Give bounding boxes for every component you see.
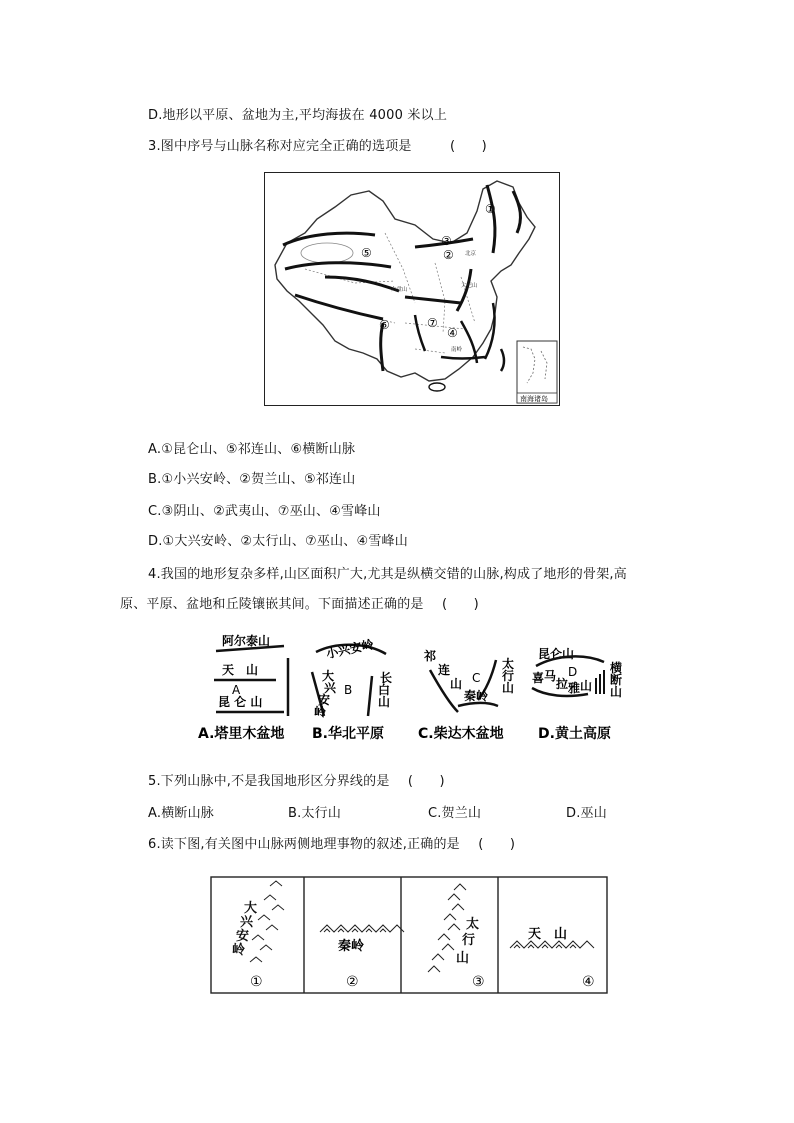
fig-b-left-1: 大 [322, 669, 335, 683]
q3-option-d: D.①大兴安岭、②太行山、⑦巫山、④雪峰山 [148, 534, 408, 549]
fig-b-letter: B [344, 683, 353, 697]
q4-stem-line1: 4.我国的地形复杂多样,山区面积广大,尤其是纵横交错的山脉,构成了地形的骨架,高 [148, 567, 627, 582]
fig-c-left-2: 连 [438, 663, 451, 677]
range-qinling [405, 297, 461, 303]
q3-answer-bracket: ( ) [449, 139, 487, 154]
fig-d-left-3: 拉 [556, 677, 569, 691]
range-2 [457, 269, 471, 311]
q4-stem-line2 [120, 593, 479, 612]
q6-svg [210, 876, 608, 994]
panel-1-char-4: 岭 [232, 943, 246, 958]
q6-stem [148, 833, 515, 852]
q3-option-b: B.①小兴安岭、②贺兰山、⑤祁连山 [148, 472, 356, 487]
fig-b-left-4: 岭 [314, 705, 327, 719]
q4-landform-figures [196, 632, 626, 744]
fig-c-letter: C [472, 671, 481, 685]
fig-c-left-3: 山 [450, 677, 463, 691]
fig-b-right-2: 白 [378, 683, 391, 697]
panel-2-name: 秦岭 [338, 939, 365, 954]
q3-stem-text: 3.图中序号与山脉名称对应完全正确的选项是 [148, 139, 412, 154]
q5-option-d: D.巫山 [566, 806, 607, 821]
fig-c-right-1: 太 [502, 657, 515, 671]
panel-3-char-1: 太 [466, 917, 480, 932]
range-nanling [441, 357, 485, 359]
range-qilian [325, 277, 399, 291]
map-number-labels [361, 202, 496, 340]
map-label-3: ③ [441, 234, 452, 248]
fig-b-left-2: 兴 [324, 681, 337, 695]
fig-d-left-4: 雅 [568, 681, 581, 695]
fig-c-bottom: 秦岭 [464, 689, 489, 703]
q5-option-a: A.横断山脉 [148, 806, 214, 821]
range-1b [513, 191, 520, 233]
q6-answer-bracket: ( ) [478, 837, 516, 852]
panel-4-num: ④ [582, 974, 595, 990]
fig-d-letter: D [568, 665, 578, 679]
q5-option-b: B.太行山 [288, 806, 342, 821]
q3-stem [148, 135, 487, 154]
range-1 [487, 185, 495, 253]
fig-c-right-3: 山 [502, 681, 515, 695]
fig-b-right-3: 山 [378, 695, 391, 709]
map-label-nanling: 南岭 [451, 347, 463, 353]
fig-d-left-1: 喜 [532, 671, 545, 685]
range-4 [461, 321, 477, 363]
china-outline [275, 181, 535, 381]
fig-b-caption: B.华北平原 [312, 726, 384, 742]
panel-3-char-3: 山 [456, 951, 470, 966]
fig-a-middle: 天 山 [222, 663, 259, 677]
panel-2-num: ② [346, 974, 359, 990]
range-kunlun [285, 263, 391, 269]
q6-stem-text: 6.读下图,有关图中山脉两侧地理事物的叙述,正确的是 [148, 837, 460, 852]
panel-1-char-1: 大 [244, 901, 258, 916]
fig-b-right-1: 长 [380, 671, 393, 685]
map-label-beijing: 北京 [465, 251, 477, 257]
china-mountain-map [264, 172, 560, 406]
map-label-liupan: 六盘山 [391, 287, 408, 293]
q5-stem [148, 770, 445, 789]
panel-3-char-2: 行 [462, 933, 476, 948]
map-label-7: ⑦ [427, 316, 438, 330]
q5-option-c: C.贺兰山 [428, 806, 482, 821]
panel-1 [250, 881, 284, 962]
panel-4-name: 天 山 [528, 927, 568, 942]
map-label-2: ② [443, 248, 454, 262]
panel-1-char-3: 安 [236, 929, 250, 944]
fig-d-right-1: 横 [610, 661, 623, 675]
q4-svg [196, 632, 626, 744]
map-label-1: ① [485, 202, 496, 216]
range-himalaya [295, 295, 383, 319]
fig-a-letter: A [232, 683, 241, 697]
china-map-svg [265, 173, 559, 405]
fig-a-top: 阿尔泰山 [222, 634, 271, 648]
panel-3-num: ③ [472, 974, 485, 990]
map-label-5: ⑤ [361, 246, 372, 260]
panel-1-num: ① [250, 974, 263, 990]
fig-b [312, 636, 392, 742]
map-label-daba: 大巴山 [461, 283, 478, 289]
inset-label: 南海诸岛 [520, 395, 548, 403]
fig-a-bottom: 昆 仑 山 [218, 695, 263, 709]
panel-2 [320, 925, 404, 932]
panel-4 [510, 941, 594, 948]
fig-d-left-5: 山 [580, 679, 593, 693]
fig-d [532, 646, 622, 742]
fig-d-left-2: 马 [544, 669, 557, 683]
q3-option-c: C.③阴山、②武夷山、⑦巫山、④雪峰山 [148, 504, 381, 519]
q6-mountain-panels [210, 876, 608, 994]
hainan [429, 383, 445, 391]
q4-stem-text: 原、平原、盆地和丘陵镶嵌其间。下面描述正确的是 [120, 597, 424, 612]
tarim-desert [301, 243, 353, 263]
map-label-6: ⑥ [379, 318, 390, 332]
range-7 [415, 315, 425, 351]
panel-1-char-2: 兴 [240, 915, 254, 930]
fig-c-left-1: 祁 [424, 649, 437, 663]
q4-answer-bracket: ( ) [441, 597, 479, 612]
fig-d-caption: D.黄土高原 [538, 726, 611, 742]
fig-c [418, 648, 514, 742]
fig-c-caption: C.柴达木盆地 [418, 726, 504, 742]
fig-d-right-2: 断 [610, 673, 623, 687]
fig-b-top: 小兴安岭 [324, 637, 375, 662]
q5-stem-text: 5.下列山脉中,不是我国地形区分界线的是 [148, 774, 390, 789]
fig-a [198, 633, 288, 742]
q2-option-d: D.地形以平原、盆地为主,平均海拔在 4000 米以上 [148, 108, 448, 123]
fig-b-left-3: 安 [318, 693, 331, 707]
fig-a-caption: A.塔里木盆地 [198, 726, 285, 742]
fig-d-right-3: 山 [610, 685, 623, 699]
taiwan [501, 349, 504, 371]
fig-c-right-2: 行 [502, 669, 515, 683]
map-label-4: ④ [447, 326, 458, 340]
q5-answer-bracket: ( ) [407, 774, 445, 789]
fig-d-top: 昆仑山 [538, 647, 575, 661]
q3-option-a: A.①昆仑山、⑤祁连山、⑥横断山脉 [148, 442, 356, 457]
